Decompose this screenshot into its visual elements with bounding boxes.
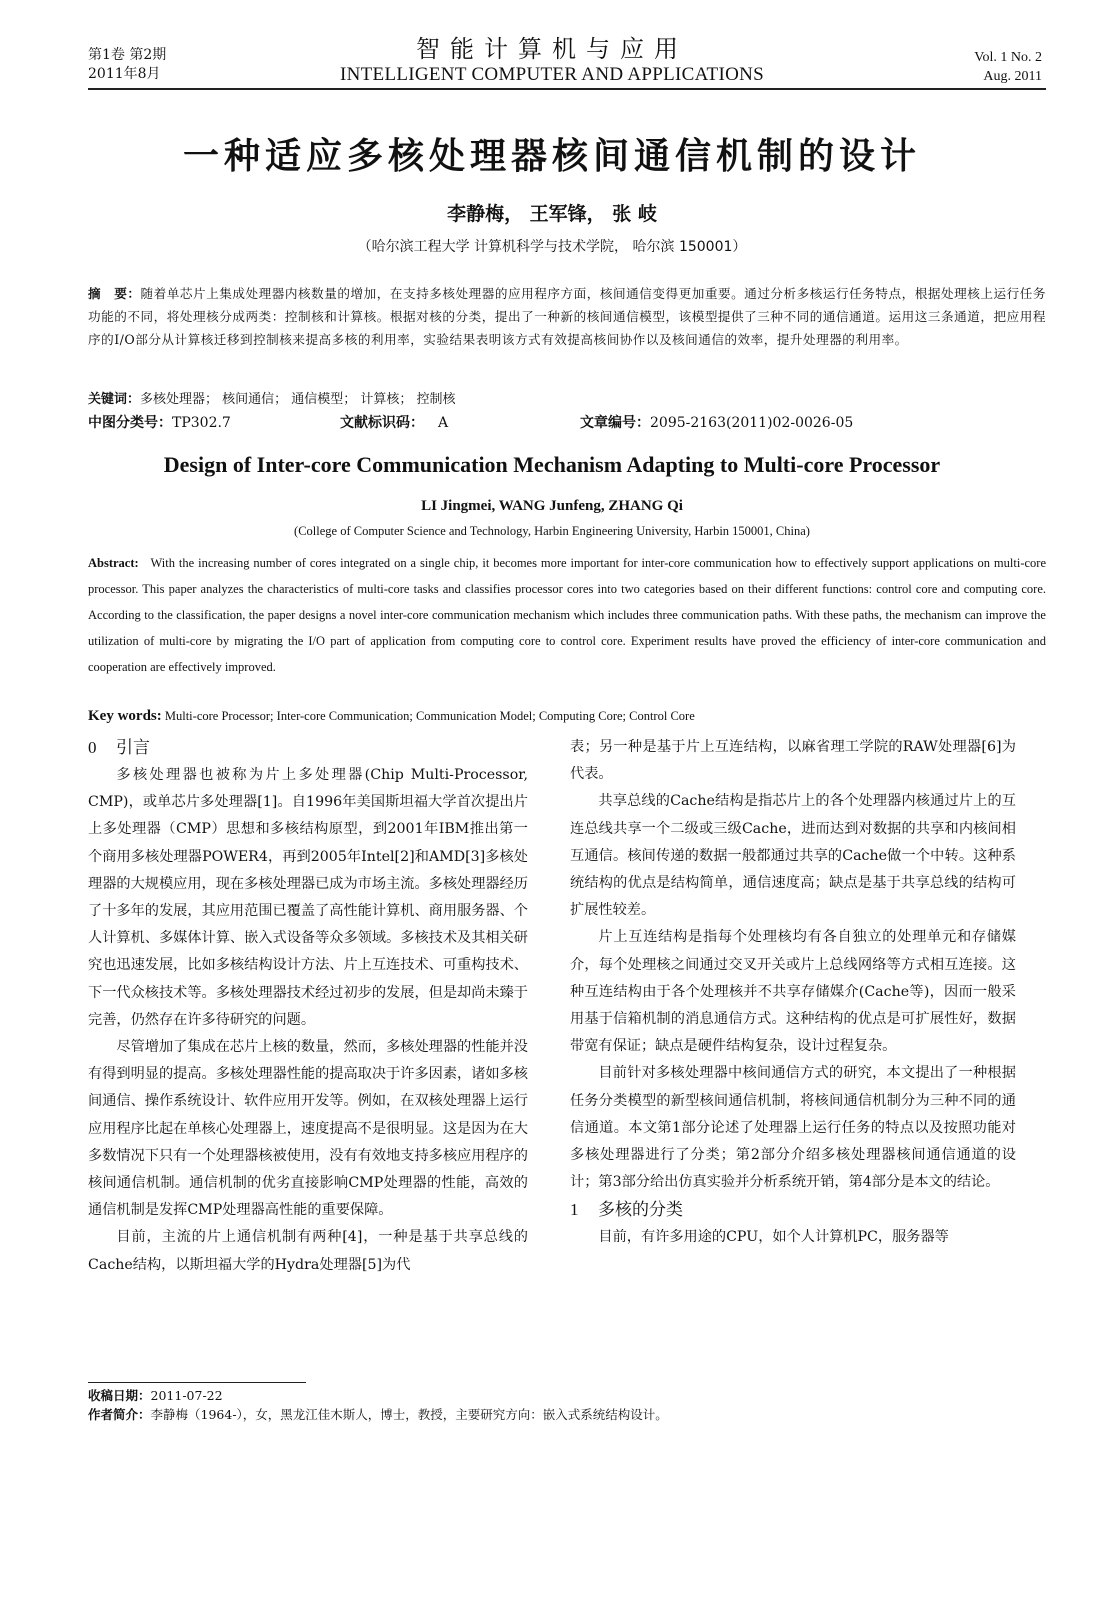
paragraph: 目前，主流的片上通信机制有两种[4]，一种是基于共享总线的Cache结构，以斯坦福大学的Hydra处理器[5]为代 <box>88 1229 528 1273</box>
publication-date-en: Aug. 2011 <box>983 69 1042 84</box>
keywords-en <box>88 706 1046 726</box>
received-value: 2011-07-22 <box>150 1388 223 1403</box>
paragraph: 表；另一种是基于片上互连结构，以麻省理工学院的RAW处理器[6]为代表。 <box>570 739 1016 783</box>
authors-cn: 李静梅， 王军锋， 张 岐 <box>447 203 657 225</box>
article-label: 文章编号： <box>580 415 650 431</box>
keywords-en-label: Key words: <box>88 708 162 724</box>
received-label: 收稿日期： <box>88 1388 151 1403</box>
affiliation-cn: （哈尔滨工程大学 计算机科学与技术学院， 哈尔滨 150001） <box>357 239 747 255</box>
section-heading-intro <box>88 734 528 762</box>
received-date <box>88 1386 668 1405</box>
paragraph: 多核处理器也被称为片上多处理器(Chip Multi-Processor, CMP)，或单芯片多处理器[1]。自1996年美国斯坦福大学首次提出片上多处理器（CMP）思想和多核结构原型，到2001年IBM推出第一个商用多核处理器POWER4，再到2005年Intel[2]和AMD[3]多核处理器的大规模应用，现在多核处理器已成为市场主流。多核处理器经历了十多年的发展，其应用范围已覆盖了高性能计算机、商用服务器、个人计算机、多媒体计算、嵌入式设备等众多领域。多核技术及其相关研究也迅速发展，比如多核结构设计方法、片上互连技术、可重构技术、下一代众核技术等。多核处理器技术经过初步的发展，但是却尚未臻于完善，仍然存在许多待研究的问题。 <box>88 767 528 1028</box>
abstract-en-label: Abstract: <box>88 556 139 570</box>
section-number: 1 <box>570 1200 579 1220</box>
journal-name-en: INTELLIGENT COMPUTER AND APPLICATIONS <box>339 64 764 85</box>
volume-issue-en <box>974 48 1042 86</box>
section-title: 多核的分类 <box>598 1200 683 1221</box>
paper-title-en: Design of Inter-core Communication Mechanism Adapting to Multi-core Processor <box>163 452 941 477</box>
abstract-en <box>88 550 1046 680</box>
volume-issue-line: 第1卷 第2期 <box>88 47 167 63</box>
keywords-cn <box>88 388 1046 411</box>
clc-label: 中图分类号： <box>88 415 172 431</box>
keywords-cn-text: 多核处理器； 核间通信； 通信模型； 计算核； 控制核 <box>140 392 456 407</box>
clc-value: TP302.7 <box>172 415 231 431</box>
footnote <box>88 1386 668 1424</box>
body-column-left <box>88 734 528 1279</box>
paragraph: 目前针对多核处理器中核间通信方式的研究，本文提出了一种根据任务分类模型的新型核间通信机制，将核间通信机制分为三种不同的通信通道。本文第1部分论述了处理器上运行任务的特点以及按照功能对多核处理器进行了分类；第2部分介绍多核处理器核间通信通道的设计；第3部分给出仿真实验并分析系统开销，第4部分是本文的结论。 <box>570 1065 1016 1191</box>
doc-value: A <box>438 415 449 431</box>
journal-name-cn: 智能计算机与应用 <box>416 35 688 63</box>
paper-title-cn: 一种适应多核处理器核间通信机制的设计 <box>182 136 921 177</box>
paragraph: 共享总线的Cache结构是指芯片上的各个处理器内核通过片上的互连总线共享一个二级或三级Cache，进而达到对数据的共享和内核间相互通信。核间传递的数据一般都通过共享的Cache做一个中转。这种系统结构的优点是结构简单，通信速度高；缺点是基于共享总线的结构可扩展性较差。 <box>570 793 1016 919</box>
header-rule <box>88 88 1046 90</box>
paragraph: 片上互连结构是指每个处理核均有各自独立的处理单元和存储媒介，每个处理核之间通过交叉开关或片上总线网络等方式相互连接。这种互连结构由于各个处理核并不共享存储媒介(Cache等)，因而一般采用基于信箱机制的消息通信方式。这种结构的优点是可扩展性好，数据带宽有保证；缺点是硬件结构复杂，设计过程复杂。 <box>570 929 1016 1055</box>
doc-label: 文献标识码： <box>340 415 424 431</box>
article-number <box>580 412 853 434</box>
article-value: 2095-2163(2011)02-0026-05 <box>650 415 854 431</box>
document-code <box>340 412 448 434</box>
keywords-cn-label: 关键词： <box>88 392 141 407</box>
journal-header <box>0 34 1104 86</box>
keywords-en-text: Multi-core Processor; Inter-core Communication; Communication Model; Computing Core; Control Core <box>164 709 695 723</box>
section-heading-classification <box>570 1196 1016 1224</box>
paragraph: 目前，有许多用途的CPU，如个人计算机PC，服务器等 <box>598 1229 949 1246</box>
affiliation-en: (College of Computer Science and Technology, Harbin Engineering University, Harbin 150001, China) <box>294 524 810 538</box>
body-column-right <box>570 734 1016 1252</box>
publication-date: 2011年8月 <box>88 66 161 82</box>
bio-label: 作者简介： <box>88 1407 151 1422</box>
author-bio <box>88 1405 668 1424</box>
bio-value: 李静梅（1964-），女，黑龙江佳木斯人，博士，教授，主要研究方向：嵌入式系统结构设计。 <box>150 1407 668 1422</box>
section-number: 0 <box>88 738 97 757</box>
abstract-cn <box>88 282 1046 351</box>
abstract-cn-label: 摘 要： <box>88 286 141 301</box>
paragraph: 尽管增加了集成在芯片上核的数量，然而，多核处理器的性能并没有得到明显的提高。多核处理器性能的提高取决于许多因素，诸如多核间通信、操作系统设计、软件应用开发等。例如，在双核处理器上运行应用程序比起在单核心处理器上，速度提高不是很明显。这是因为在大多数情况下只有一个处理器核被使用，没有有效地支持多核应用程序的核间通信机制。通信机制的优劣直接影响CMP处理器的性能，高效的通信机制是发挥CMP处理器高性能的重要保障。 <box>88 1039 528 1219</box>
authors-en: LI Jingmei, WANG Junfeng, ZHANG Qi <box>421 498 683 514</box>
volume-issue-en-line: Vol. 1 No. 2 <box>974 50 1042 65</box>
footnote-rule <box>88 1382 306 1383</box>
section-title: 引言 <box>116 738 150 758</box>
abstract-en-text: With the increasing number of cores integrated on a single chip, it becomes more important for inter-core communication how to effectively support applications on multi-core processor. This paper analyzes the characteristics of multi-core tasks and classifies processor cores into two categories based on their different functions: control core and computing core. According to the classification, the paper designs a novel inter-core communication mechanism which includes three communication paths. With these paths, the mechanism can improve the utilization of multi-core by migrating the I/O part of application from computing core to control core. Experiment results have proved the efficiency of inter-core communication and cooperation are effectively improved. <box>88 556 1046 674</box>
abstract-cn-text: 随着单芯片上集成处理器内核数量的增加，在支持多核处理器的应用程序方面，核间通信变得更加重要。通过分析多核运行任务特点，根据处理核上运行任务功能的不同，将处理核分成两类：控制核和计算核。根据对核的分类，提出了一种新的核间通信模型，该模型提供了三种不同的通信通道。运用这三条通道，把应用程序的I/O部分从计算核迁移到控制核来提高多核的利用率，实验结果表明该方式有效提高核间协作以及核间通信的效率，提升处理器的利用率。 <box>88 286 1047 347</box>
clc-code <box>88 412 231 434</box>
